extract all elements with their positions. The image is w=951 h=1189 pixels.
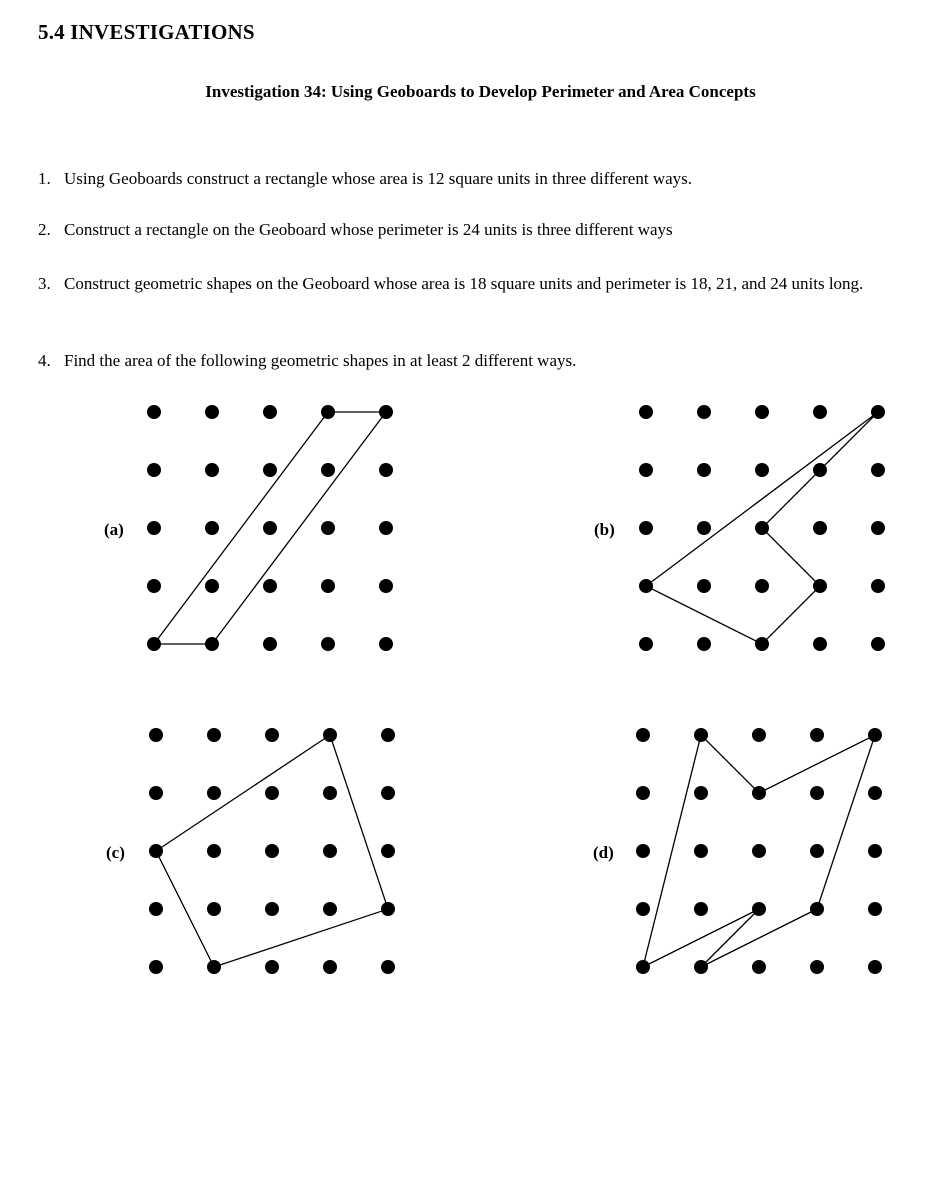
geoboard-peg (694, 728, 708, 742)
question-number: 3. (38, 274, 51, 293)
geoboard-peg (636, 728, 650, 742)
geoboard-label-d: (d) (593, 843, 614, 862)
geoboard-peg (810, 902, 824, 916)
question-number: 1. (38, 169, 51, 188)
geoboard-peg (694, 902, 708, 916)
geoboard-peg (810, 786, 824, 800)
geoboard-peg (810, 960, 824, 974)
geoboard-peg (752, 902, 766, 916)
question-text: Construct geometric shapes on the Geoboard whose area is 18 square units and perimeter is 18, 21, and 24 units long. (64, 274, 864, 293)
geoboard-peg (752, 960, 766, 974)
geoboard-label-c: (c) (106, 843, 125, 862)
question-text: Using Geoboards construct a rectangle whose area is 12 square units in three different ways. (64, 169, 693, 188)
geoboard-peg (810, 728, 824, 742)
geoboard-peg (868, 902, 882, 916)
geoboard-label-b: (b) (594, 520, 615, 539)
geoboard-peg (636, 786, 650, 800)
question-text: Find the area of the following geometric shapes in at least 2 different ways. (64, 351, 577, 370)
geoboard-peg (752, 844, 766, 858)
geoboard-peg (636, 960, 650, 974)
section-title: 5.4 INVESTIGATIONS (38, 20, 255, 44)
question-number: 4. (38, 351, 51, 370)
question-text: Construct a rectangle on the Geoboard whose perimeter is 24 units is three different ways (64, 220, 673, 239)
geoboard-peg (694, 786, 708, 800)
geoboard-peg (636, 844, 650, 858)
geoboard-peg (868, 844, 882, 858)
geoboard-peg (868, 786, 882, 800)
geoboard-peg (868, 728, 882, 742)
geoboard-peg (752, 728, 766, 742)
geoboard-peg (694, 844, 708, 858)
question-number: 2. (38, 220, 51, 239)
geoboard-peg (694, 960, 708, 974)
geoboard-label-a: (a) (104, 520, 124, 539)
geoboard-peg (810, 844, 824, 858)
geoboard-peg (636, 902, 650, 916)
investigation-title: Investigation 34: Using Geoboards to Develop Perimeter and Area Concepts (205, 82, 756, 101)
geoboard-peg (752, 786, 766, 800)
geoboard-peg (868, 960, 882, 974)
